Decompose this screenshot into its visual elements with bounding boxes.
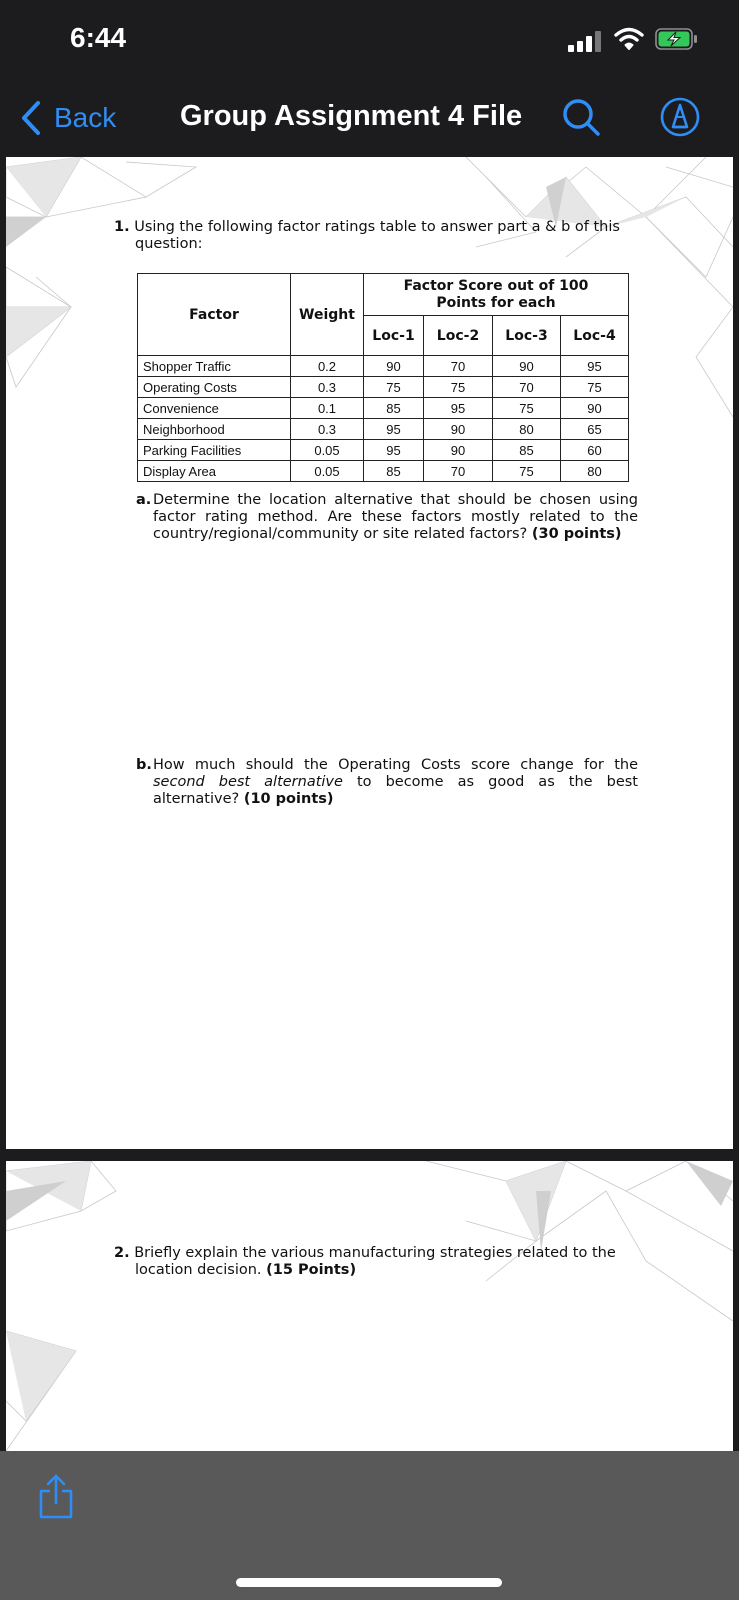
part-b bbox=[136, 757, 638, 808]
bottom-toolbar bbox=[0, 1451, 739, 1600]
header-factor-score: Factor Score out of 100 Points for each bbox=[364, 274, 629, 316]
score-cell-loc-1: 95 bbox=[364, 419, 424, 440]
part-a-label: a. bbox=[136, 492, 152, 508]
header-loc-1: Loc-1 bbox=[364, 316, 424, 356]
table-row bbox=[138, 398, 629, 419]
header-factor: Factor bbox=[138, 274, 291, 356]
question-1 bbox=[114, 219, 634, 253]
score-cell-loc-1: 75 bbox=[364, 377, 424, 398]
table-row bbox=[138, 419, 629, 440]
question-1-text-line-2: question: bbox=[135, 236, 203, 252]
home-indicator[interactable] bbox=[236, 1578, 502, 1587]
factor-name-cell: Convenience bbox=[138, 398, 291, 419]
score-cell-loc-2: 70 bbox=[424, 461, 493, 482]
weight-cell: 0.1 bbox=[291, 398, 364, 419]
question-1-text-line-1: Using the following factor ratings table to answer part a & b of this bbox=[134, 219, 620, 235]
share-icon[interactable] bbox=[36, 1473, 76, 1521]
score-cell-loc-3: 90 bbox=[493, 356, 561, 377]
factor-ratings-table bbox=[137, 273, 629, 482]
weight-cell: 0.05 bbox=[291, 440, 364, 461]
score-cell-loc-3: 85 bbox=[493, 440, 561, 461]
score-cell-loc-4: 95 bbox=[561, 356, 629, 377]
question-2-text-line-2-block bbox=[114, 1262, 634, 1279]
chevron-left-icon bbox=[20, 100, 42, 136]
part-b-text-italic: second best alternative bbox=[153, 774, 343, 790]
part-b-label: b. bbox=[136, 757, 152, 773]
factor-name-cell: Shopper Traffic bbox=[138, 356, 291, 377]
factor-name-cell: Neighborhood bbox=[138, 419, 291, 440]
score-cell-loc-1: 85 bbox=[364, 398, 424, 419]
part-a bbox=[136, 492, 638, 543]
part-a-text: Determine the location alternative that should be chosen using factor rating method. Are these factors mostly related to the country/regional/community or site related factors? bbox=[153, 492, 638, 542]
navigation-bar bbox=[0, 80, 739, 156]
score-cell-loc-1: 85 bbox=[364, 461, 424, 482]
weight-cell: 0.05 bbox=[291, 461, 364, 482]
part-b-text-after: to become as good as the best alternative? bbox=[153, 774, 638, 807]
score-cell-loc-4: 90 bbox=[561, 398, 629, 419]
clock-time: 6:44 bbox=[70, 22, 127, 53]
weight-cell: 0.3 bbox=[291, 419, 364, 440]
score-cell-loc-2: 75 bbox=[424, 377, 493, 398]
score-cell-loc-3: 75 bbox=[493, 398, 561, 419]
table-row bbox=[138, 377, 629, 398]
part-a-text-block bbox=[136, 492, 638, 543]
question-2-points: (15 Points) bbox=[266, 1262, 357, 1278]
weight-cell: 0.3 bbox=[291, 377, 364, 398]
score-cell-loc-4: 65 bbox=[561, 419, 629, 440]
factor-name-cell: Operating Costs bbox=[138, 377, 291, 398]
part-a-points: (30 points) bbox=[531, 526, 622, 542]
table-row bbox=[138, 461, 629, 482]
score-cell-loc-2: 70 bbox=[424, 356, 493, 377]
score-cell-loc-2: 90 bbox=[424, 440, 493, 461]
score-cell-loc-1: 90 bbox=[364, 356, 424, 377]
score-cell-loc-3: 80 bbox=[493, 419, 561, 440]
question-2-text-line-1: Briefly explain the various manufacturing strategies related to the bbox=[134, 1245, 616, 1261]
header-weight: Weight bbox=[291, 274, 364, 356]
document-page-2[interactable] bbox=[6, 1161, 733, 1451]
back-label: Back bbox=[54, 102, 117, 133]
factor-name-cell: Display Area bbox=[138, 461, 291, 482]
markup-pen-icon[interactable] bbox=[659, 96, 701, 138]
question-2 bbox=[114, 1245, 634, 1279]
header-loc-2: Loc-2 bbox=[424, 316, 493, 356]
score-cell-loc-1: 95 bbox=[364, 440, 424, 461]
weight-cell: 0.2 bbox=[291, 356, 364, 377]
part-b-text-before: How much should the Operating Costs score change for the bbox=[153, 757, 638, 773]
part-b-text-block bbox=[136, 757, 638, 808]
score-cell-loc-2: 90 bbox=[424, 419, 493, 440]
factor-name-cell: Parking Facilities bbox=[138, 440, 291, 461]
document-title: Group Assignment 4 File bbox=[180, 100, 523, 132]
decorative-network-background bbox=[6, 1161, 733, 1451]
wifi-icon bbox=[614, 27, 644, 51]
search-icon[interactable] bbox=[560, 96, 602, 138]
question-1-number: 1. bbox=[114, 219, 130, 235]
score-cell-loc-3: 70 bbox=[493, 377, 561, 398]
cellular-signal-icon bbox=[568, 30, 604, 52]
question-2-number: 2. bbox=[114, 1245, 130, 1261]
table-row bbox=[138, 440, 629, 461]
table-row bbox=[138, 356, 629, 377]
score-cell-loc-4: 60 bbox=[561, 440, 629, 461]
header-loc-4: Loc-4 bbox=[561, 316, 629, 356]
score-cell-loc-4: 80 bbox=[561, 461, 629, 482]
header-loc-3: Loc-3 bbox=[493, 316, 561, 356]
back-button[interactable] bbox=[20, 98, 116, 138]
score-cell-loc-3: 75 bbox=[493, 461, 561, 482]
part-b-points: (10 points) bbox=[243, 791, 334, 807]
document-page-1[interactable] bbox=[6, 157, 733, 1149]
question-2-text-line-2: location decision. bbox=[135, 1262, 262, 1278]
status-bar bbox=[0, 0, 739, 80]
battery-charging-icon bbox=[655, 28, 698, 50]
score-cell-loc-4: 75 bbox=[561, 377, 629, 398]
score-cell-loc-2: 95 bbox=[424, 398, 493, 419]
